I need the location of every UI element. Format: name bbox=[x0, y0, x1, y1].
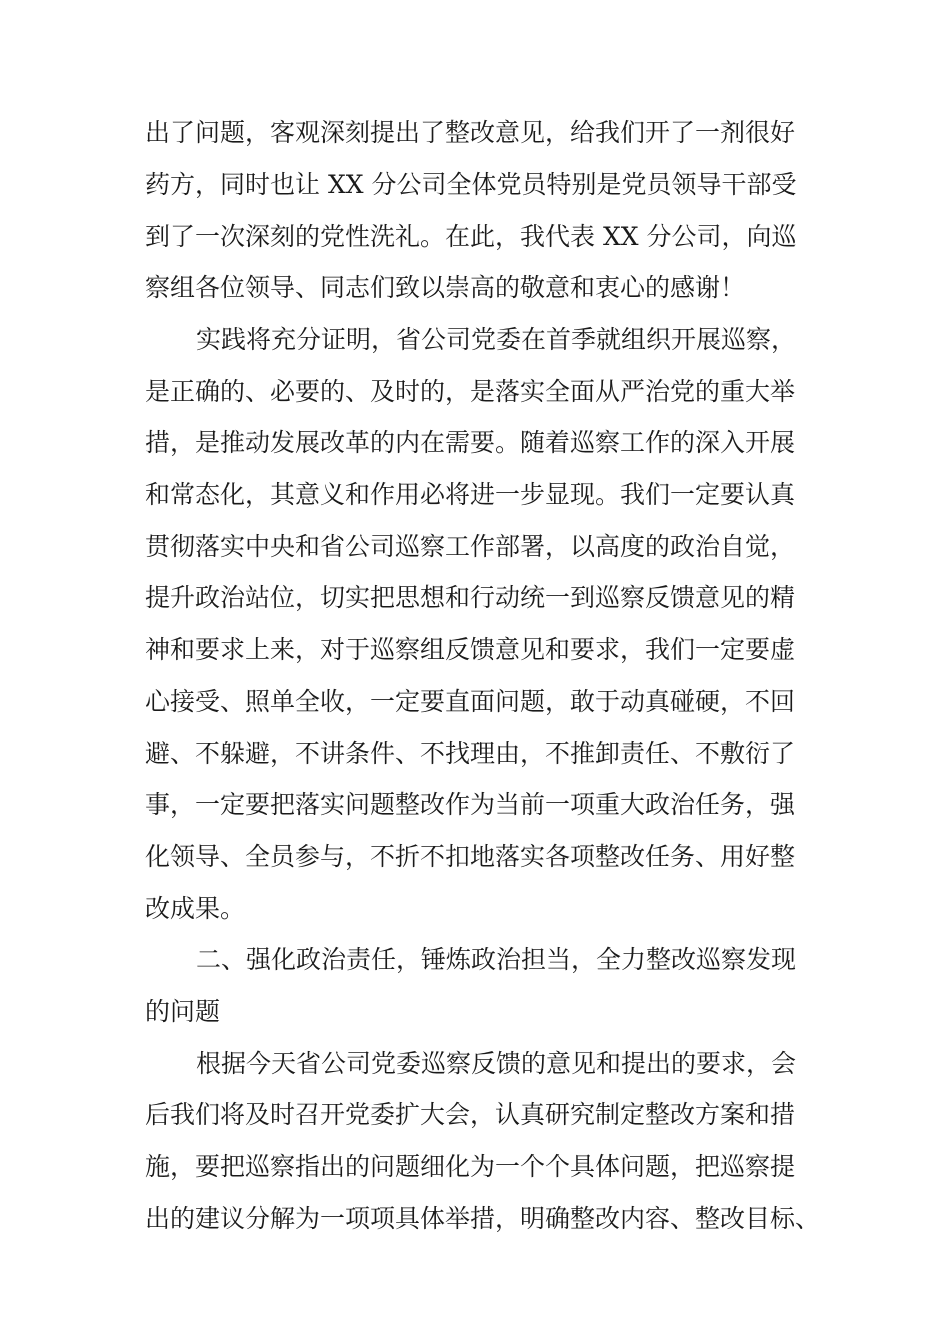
text-line: 心接受、照单全收，一定要直面问题，敢于动真碰硬，不回 bbox=[145, 687, 796, 716]
text-line: 是正确的、必要的、及时的，是落实全面从严治党的重大举 bbox=[145, 377, 796, 406]
text-line: 和常态化，其意义和作用必将进一步显现。我们一定要认真 bbox=[145, 480, 796, 509]
text-line: 贯彻落实中央和省公司巡察工作部署，以高度的政治自觉， bbox=[145, 532, 796, 561]
text-line: 化领导、全员参与，不折不扣地落实各项整改任务、用好整 bbox=[145, 842, 796, 871]
text-line: 施，要把巡察指出的问题细化为一个个具体问题，把巡察提 bbox=[145, 1152, 796, 1181]
section-heading: 的问题 bbox=[145, 997, 221, 1026]
text-line: 措，是推动发展改革的内在需要。随着巡察工作的深入开展 bbox=[145, 428, 796, 457]
text-line: 察组各位领导、同志们致以崇高的敬意和衷心的感谢！ bbox=[145, 273, 746, 302]
text-line: 改成果。 bbox=[145, 894, 246, 923]
text-line: 实践将充分证明，省公司党委在首季就组织开展巡察， bbox=[196, 325, 797, 354]
text-line: 根据今天省公司党委巡察反馈的意见和提出的要求，会 bbox=[196, 1049, 797, 1078]
text-line: 出了问题，客观深刻提出了整改意见，给我们开了一剂很好 bbox=[145, 118, 796, 147]
text-line: 避、不躲避，不讲条件、不找理由，不推卸责任、不敷衍了 bbox=[145, 739, 796, 768]
text-line: 事，一定要把落实问题整改作为当前一项重大政治任务，强 bbox=[145, 790, 796, 819]
text-line: 后我们将及时召开党委扩大会，认真研究制定整改方案和措 bbox=[145, 1100, 796, 1129]
section-heading: 二、强化政治责任，锤炼政治担当，全力整改巡察发现 bbox=[196, 945, 797, 974]
text-line: 药方，同时也让 XX 分公司全体党员特别是党员领导干部受 bbox=[145, 170, 797, 199]
text-line: 出的建议分解为一项项具体举措，明确整改内容、整改目标、 bbox=[145, 1204, 821, 1233]
text-line: 提升政治站位，切实把思想和行动统一到巡察反馈意见的精 bbox=[145, 583, 796, 612]
text-line: 神和要求上来，对于巡察组反馈意见和要求，我们一定要虚 bbox=[145, 635, 796, 664]
text-line: 到了一次深刻的党性洗礼。在此，我代表 XX 分公司，向巡 bbox=[145, 222, 797, 251]
